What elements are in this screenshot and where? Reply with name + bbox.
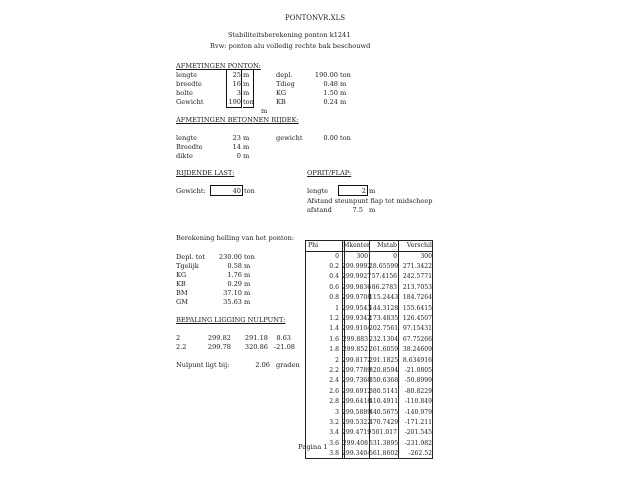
- afm-label-lengte: lengte: [176, 71, 198, 79]
- nulpunt-result-unit: graden: [276, 361, 300, 369]
- table-cell: -262.52: [408, 450, 432, 458]
- table-cell: 38.24609: [402, 346, 432, 354]
- table-cell: 350.6368: [369, 377, 399, 385]
- table-cell: 299.852: [342, 346, 368, 354]
- table-cell: 28.65599: [369, 262, 399, 270]
- afm-value-depl: 190.00: [314, 71, 338, 79]
- hel-value-kg: 1.76: [227, 271, 242, 279]
- table-cell: 67.75266: [402, 335, 432, 343]
- afm-label-breedte: breedte: [176, 80, 202, 88]
- afm-value-kg: 1.50: [323, 89, 338, 97]
- table-row: [306, 397, 432, 406]
- afmetingen-title: AFMETINGEN PONTON:: [176, 62, 261, 70]
- oprit-afstand-line: Afstand steunpunt flap tot midscheep: [307, 197, 433, 205]
- table-row: [306, 314, 432, 323]
- helling-table: [305, 240, 433, 459]
- table-header-cell: Phi: [308, 242, 319, 249]
- table-cell: 0: [393, 252, 397, 260]
- nulpunt-title: BEPALING LIGGING NULPUNT:: [176, 316, 286, 324]
- table-cell: 299.8172: [342, 356, 372, 364]
- nul-row-2-v: -21.08: [273, 343, 295, 351]
- hel-label-kg: KG: [176, 271, 187, 279]
- table-cell: 242.5771: [402, 273, 432, 281]
- table-cell: 299.9992: [342, 262, 372, 270]
- afm-label-kg: KG: [276, 89, 287, 97]
- oprit-lengte-unit: m: [369, 187, 376, 195]
- nul-row-2-mk: 299.78: [207, 343, 231, 351]
- hel-value-bm: 37.10: [223, 289, 242, 297]
- oprit-afstand-label: afstand: [307, 206, 332, 214]
- table-cell: 232.1304: [369, 335, 399, 343]
- afm-unit-lengte: m: [243, 71, 250, 79]
- rijdende-title: RIJDENDE LAST:: [176, 169, 235, 177]
- table-row: [306, 262, 432, 271]
- hel-value-tgelijk: 0.58: [227, 262, 242, 270]
- table-row: [306, 356, 432, 365]
- table-row: [306, 376, 432, 385]
- table-row: [306, 272, 432, 281]
- rijdende-unit: ton: [244, 187, 255, 195]
- afm-value-gewicht: 190: [228, 98, 241, 106]
- table-cell: 299.9543: [342, 304, 372, 312]
- table-cell: -50.8999: [404, 377, 432, 385]
- table-row: [306, 387, 432, 396]
- table-cell: 1: [335, 304, 339, 312]
- table-cell: 2.2: [329, 366, 339, 374]
- table-row: [306, 293, 432, 302]
- afm-label-holte: holte: [176, 89, 193, 97]
- afm-label-gewicht: Gewicht: [176, 98, 204, 106]
- table-cell: 1.2: [329, 314, 339, 322]
- hel-unit-gm: m: [244, 298, 251, 306]
- helling-title: Berekening helling van het ponton:: [176, 234, 295, 242]
- table-cell: -80.8229: [404, 387, 432, 395]
- table-cell: 299.5889: [342, 408, 372, 416]
- table-row: [306, 366, 432, 375]
- afm-unit-breedte: m: [243, 80, 250, 88]
- table-cell: 380.5141: [369, 387, 399, 395]
- table-cell: 299.9342: [342, 314, 372, 322]
- table-cell: -231.982: [404, 439, 432, 447]
- table-cell: 561.8602: [369, 450, 399, 458]
- intro-line-1: Stabiliteitsberekening ponton k1241: [228, 31, 351, 39]
- table-row: [306, 252, 432, 261]
- afm-label-kb: KB: [276, 98, 286, 106]
- nul-row-1-mk: 299.82: [207, 334, 231, 342]
- table-cell: 531.3895: [369, 439, 399, 447]
- oprit-lengte-label: lengte: [307, 187, 329, 195]
- hel-label-gm: GM: [176, 298, 189, 306]
- table-cell: 291.1825: [369, 356, 399, 364]
- table-header-cell: Mkenter: [343, 242, 370, 249]
- table-cell: 3.6: [329, 439, 339, 447]
- table-row: [306, 283, 432, 292]
- table-cell: 2.8: [329, 398, 339, 406]
- bet-label-breedte: Breedte: [176, 143, 203, 151]
- afm-label-depl: depl.: [276, 71, 293, 79]
- table-cell: 8.634916: [402, 356, 432, 364]
- table-cell: 299.3404: [342, 450, 372, 458]
- nulpunt-result-value: 2.06: [255, 361, 270, 369]
- bet-unit-dikte: m: [243, 152, 250, 160]
- table-cell: 0: [335, 252, 339, 260]
- nulpunt-result-label: Nulpunt ligt bij:: [176, 361, 230, 369]
- hel-label-depl: Depl. tot: [176, 253, 205, 261]
- table-cell: 202.7561: [369, 325, 399, 333]
- table-cell: 173.4835: [369, 314, 399, 322]
- oprit-title: OPRIT/FLAP:: [307, 169, 352, 177]
- table-cell: 3.4: [329, 429, 339, 437]
- table-cell: 3.2: [329, 418, 339, 426]
- oprit-afstand-value: 7.5: [352, 206, 363, 214]
- oprit-afstand-unit: m: [369, 206, 376, 214]
- afm-value-breedte: 16: [232, 80, 241, 88]
- table-cell: 300: [420, 252, 432, 260]
- table-cell: 299.9836: [342, 283, 372, 291]
- bet-gewicht-unit: ton: [340, 134, 351, 142]
- hel-value-depl: 230.00: [218, 253, 242, 261]
- bet-gewicht-label: gewicht: [276, 134, 303, 142]
- table-cell: 470.7429: [369, 418, 399, 426]
- table-cell: 155.6415: [402, 304, 432, 312]
- table-cell: 144.3128: [369, 304, 399, 312]
- nul-row-2-phi: 2.2: [176, 343, 187, 351]
- table-row: [306, 324, 432, 333]
- afm-unit-kb: m: [340, 98, 347, 106]
- table-row: [306, 408, 432, 417]
- hel-unit-kb: m: [244, 280, 251, 288]
- rijdende-label: Gewicht:: [176, 187, 206, 195]
- bet-unit-lengte: m: [243, 134, 250, 142]
- table-cell: 299.9927: [342, 273, 372, 281]
- table-cell: 3.8: [329, 450, 339, 458]
- afm-unit-kg: m: [340, 89, 347, 97]
- table-cell: 1.8: [329, 346, 339, 354]
- nul-row-1-ms: 291.18: [244, 334, 268, 342]
- hel-unit-tgelijk: m: [244, 262, 251, 270]
- table-cell: 299.4719: [342, 429, 372, 437]
- table-row: [306, 335, 432, 344]
- hel-unit-kg: m: [244, 271, 251, 279]
- table-cell: -171.211: [404, 418, 432, 426]
- table-row: [306, 418, 432, 427]
- hel-value-gm: 35.63: [223, 298, 242, 306]
- table-row: [306, 428, 432, 437]
- nul-row-1-phi: 2: [176, 334, 181, 342]
- table-cell: -21.0805: [404, 366, 432, 374]
- afm-unit-gewicht: ton: [243, 98, 254, 106]
- nul-row-2-ms: 320.86: [244, 343, 268, 351]
- bet-label-dikte: dikte: [176, 152, 193, 160]
- table-cell: 3: [335, 408, 339, 416]
- table-cell: 115.2443: [369, 294, 399, 302]
- table-cell: 440.5675: [369, 408, 399, 416]
- table-cell: 126.4507: [402, 314, 432, 322]
- table-cell: 0.6: [329, 283, 339, 291]
- table-cell: 1.4: [329, 325, 339, 333]
- afm-value-lengte: 25: [232, 71, 241, 79]
- afm-unit-holte: m: [243, 89, 250, 97]
- nul-row-1-v: 8.63: [276, 334, 291, 342]
- bet-label-lengte: lengte: [176, 134, 198, 142]
- table-cell: 0.4: [329, 273, 339, 281]
- table-cell: 1.6: [329, 335, 339, 343]
- table-cell: 299.7368: [342, 377, 372, 385]
- oprit-lengte-value: 2: [361, 187, 366, 195]
- table-cell: 299.9104: [342, 325, 372, 333]
- table-cell: 299.6418: [342, 398, 372, 406]
- hel-label-tgelijk: Tgelijk: [176, 262, 199, 270]
- table-cell: 57.4156: [371, 273, 397, 281]
- hel-value-kb: 0.29: [227, 280, 242, 288]
- bet-gewicht-value: 0.00: [323, 134, 338, 142]
- intro-line-2: Rvw: ponton alu volledig rechte bak beschouwd: [210, 42, 371, 50]
- table-cell: 0.2: [329, 262, 339, 270]
- table-header-cell: Verschil: [406, 242, 432, 249]
- hel-label-kb: KB: [176, 280, 186, 288]
- table-cell: 299.6912: [342, 387, 372, 395]
- table-cell: -201.545: [404, 429, 432, 437]
- bet-value-breedte: 14: [232, 143, 241, 151]
- table-cell: 410.4911: [369, 398, 399, 406]
- page-footer: Pagina 1: [298, 443, 328, 451]
- file-title: PONTONVR.XLS: [285, 14, 346, 22]
- bet-value-lengte: 23: [232, 134, 241, 142]
- table-cell: 213.7053: [402, 283, 432, 291]
- hel-unit-depl: ton: [244, 253, 255, 261]
- bet-value-dikte: 0: [236, 152, 241, 160]
- table-cell: 261.6059: [369, 346, 399, 354]
- table-cell: 299.408: [342, 439, 368, 447]
- table-cell: 86.2783: [371, 283, 397, 291]
- table-row: [306, 345, 432, 354]
- table-cell: 2.4: [329, 377, 339, 385]
- table-cell: -110.849: [404, 398, 432, 406]
- hel-unit-bm: m: [244, 289, 251, 297]
- afm-label-tdieg: Tdieg: [276, 80, 295, 88]
- afm-extra-unit: m: [261, 107, 268, 115]
- table-cell: 2.6: [329, 387, 339, 395]
- table-cell: 2: [335, 356, 339, 364]
- table-cell: 300: [356, 252, 368, 260]
- table-row: [306, 304, 432, 313]
- afm-unit-depl: ton: [340, 71, 351, 79]
- table-cell: -140.979: [404, 408, 432, 416]
- betonnen-title: AFMETINGEN BETONNEN RIJDEK:: [176, 116, 299, 124]
- table-cell: 299.5322: [342, 418, 372, 426]
- table-cell: 299.7789: [342, 366, 372, 374]
- table-cell: 184.7264: [402, 294, 432, 302]
- table-cell: 97.15431: [402, 325, 432, 333]
- table-cell: 501.017: [371, 429, 397, 437]
- table-cell: 299.883: [342, 335, 368, 343]
- table-cell: 271.3422: [402, 262, 432, 270]
- table-cell: 0.8: [329, 294, 339, 302]
- rijdende-value: 40: [232, 187, 241, 195]
- hel-label-bm: BM: [176, 289, 188, 297]
- table-cell: 299.9708: [342, 294, 372, 302]
- table-cell: 320.8594: [369, 366, 399, 374]
- bet-unit-breedte: m: [243, 143, 250, 151]
- afm-value-kb: 0.24: [323, 98, 338, 106]
- afm-unit-tdieg: m: [340, 80, 347, 88]
- afm-value-holte: 3: [236, 89, 241, 97]
- afm-value-tdieg: 0.48: [323, 80, 338, 88]
- table-header-cell: Mstab: [377, 242, 397, 249]
